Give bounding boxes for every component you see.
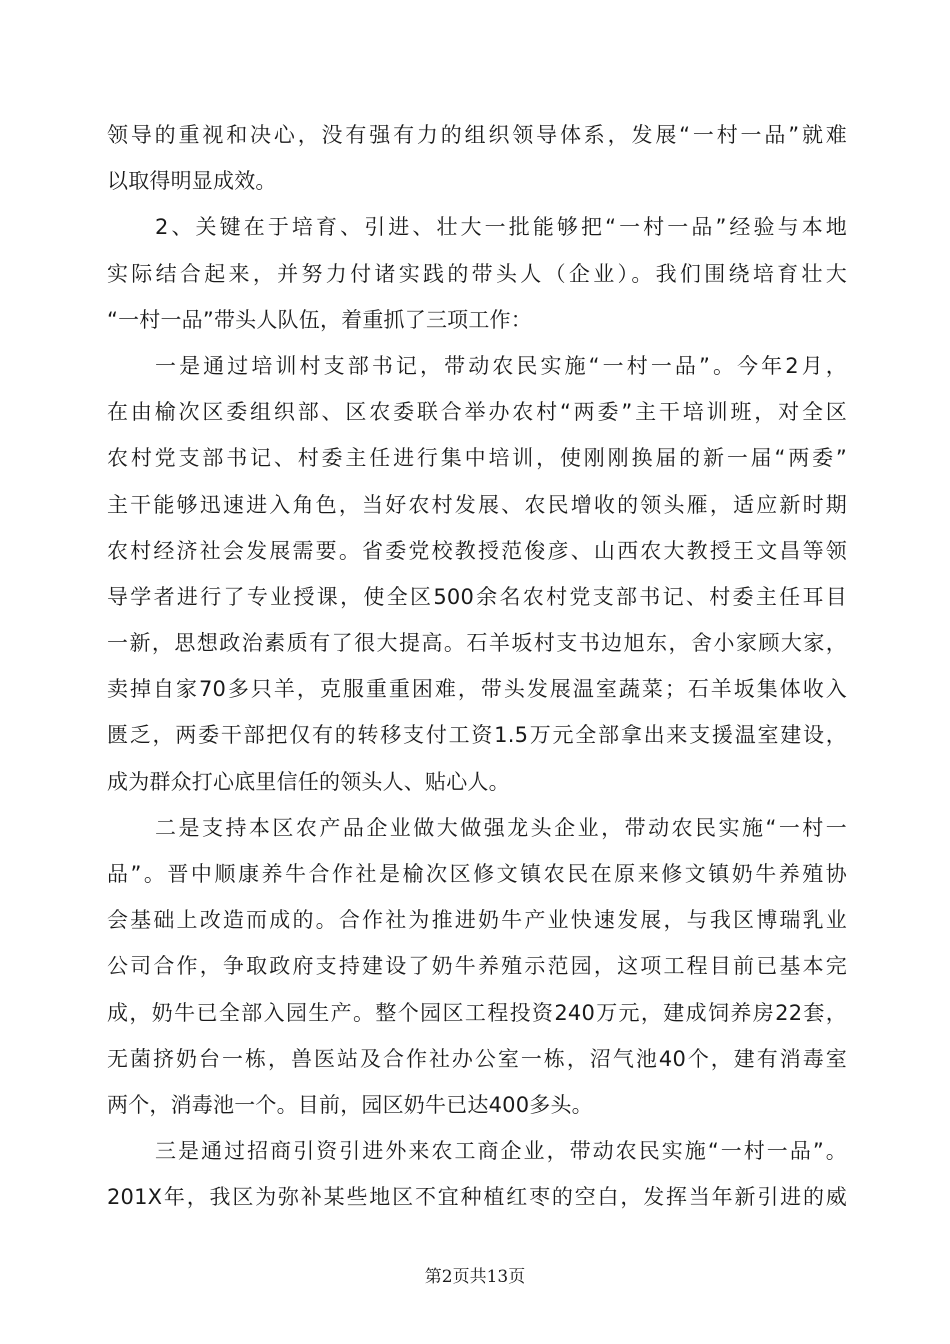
text-line: 201X年，我区为弥补某些地区不宜种植红枣的空白，发挥当年新引进的威 (107, 1185, 847, 1210)
text-line: 二是支持本区农产品企业做大做强龙头企业，带动农民实施“一村一 (155, 815, 847, 840)
text-line: 品”。晋中顺康养牛合作社是榆次区修文镇农民在原来修文镇奶牛养殖协 (107, 862, 847, 886)
text-line: 实际结合起来，并努力付诸实践的带头人（企业）。我们围绕培育壮大 (107, 261, 847, 286)
text-line: 一是通过培训村支部书记，带动农民实施“一村一品”。今年2月， (155, 353, 847, 378)
text-line: 在由榆次区委组织部、区农委联合举办农村“两委”主干培训班，对全区 (107, 400, 847, 425)
text-line: 匮乏，两委干部把仅有的转移支付工资1.5万元全部拿出来支援温室建设， (107, 723, 847, 748)
text-line: 农村党支部书记、村委主任进行集中培训，使刚刚换届的新一届“两委” (107, 446, 847, 471)
document-body (107, 112, 847, 1221)
text-line: 主干能够迅速进入角色，当好农村发展、农民增收的领头雁，适应新时期 (107, 492, 847, 517)
text-line: 成，奶牛已全部入园生产。整个园区工程投资240万元，建成饲养房22套， (107, 1000, 847, 1025)
text-line: 以取得明显成效。 (107, 169, 277, 194)
text-line: “一村一品”带头人队伍，着重抓了三项工作： (107, 307, 532, 332)
text-line: 无菌挤奶台一栋，兽医站及合作社办公室一栋，沼气池40个，建有消毒室 (107, 1046, 847, 1071)
text-line: 2、关键在于培育、引进、壮大一批能够把“一村一品”经验与本地 (155, 215, 847, 240)
text-line: 农村经济社会发展需要。省委党校教授范俊彦、山西农大教授王文昌等领 (107, 538, 847, 563)
page-number-footer: 第2页共13页 (424, 1267, 526, 1287)
text-line: 两个，消毒池一个。目前，园区奶牛已达400多头。 (107, 1092, 593, 1117)
text-line: 会基础上改造而成的。合作社为推进奶牛产业快速发展，与我区博瑞乳业 (107, 908, 847, 933)
text-line: 领导的重视和决心，没有强有力的组织领导体系，发展“一村一品”就难 (107, 123, 847, 147)
text-line: 导学者进行了专业授课，使全区500余名农村党支部书记、村委主任耳目 (107, 584, 847, 609)
text-line: 一新，思想政治素质有了很大提高。石羊坂村支书边旭东，舍小家顾大家， (107, 631, 847, 656)
text-line: 公司合作，争取政府支持建设了奶牛养殖示范园，这项工程目前已基本完 (107, 954, 847, 979)
text-line: 成为群众打心底里信任的领头人、贴心人。 (107, 769, 510, 794)
text-line: 三是通过招商引资引进外来农工商企业，带动农民实施“一村一品”。 (155, 1139, 847, 1164)
text-line: 卖掉自家70多只羊，克服重重困难，带头发展温室蔬菜；石羊坂集体收入 (107, 677, 847, 702)
